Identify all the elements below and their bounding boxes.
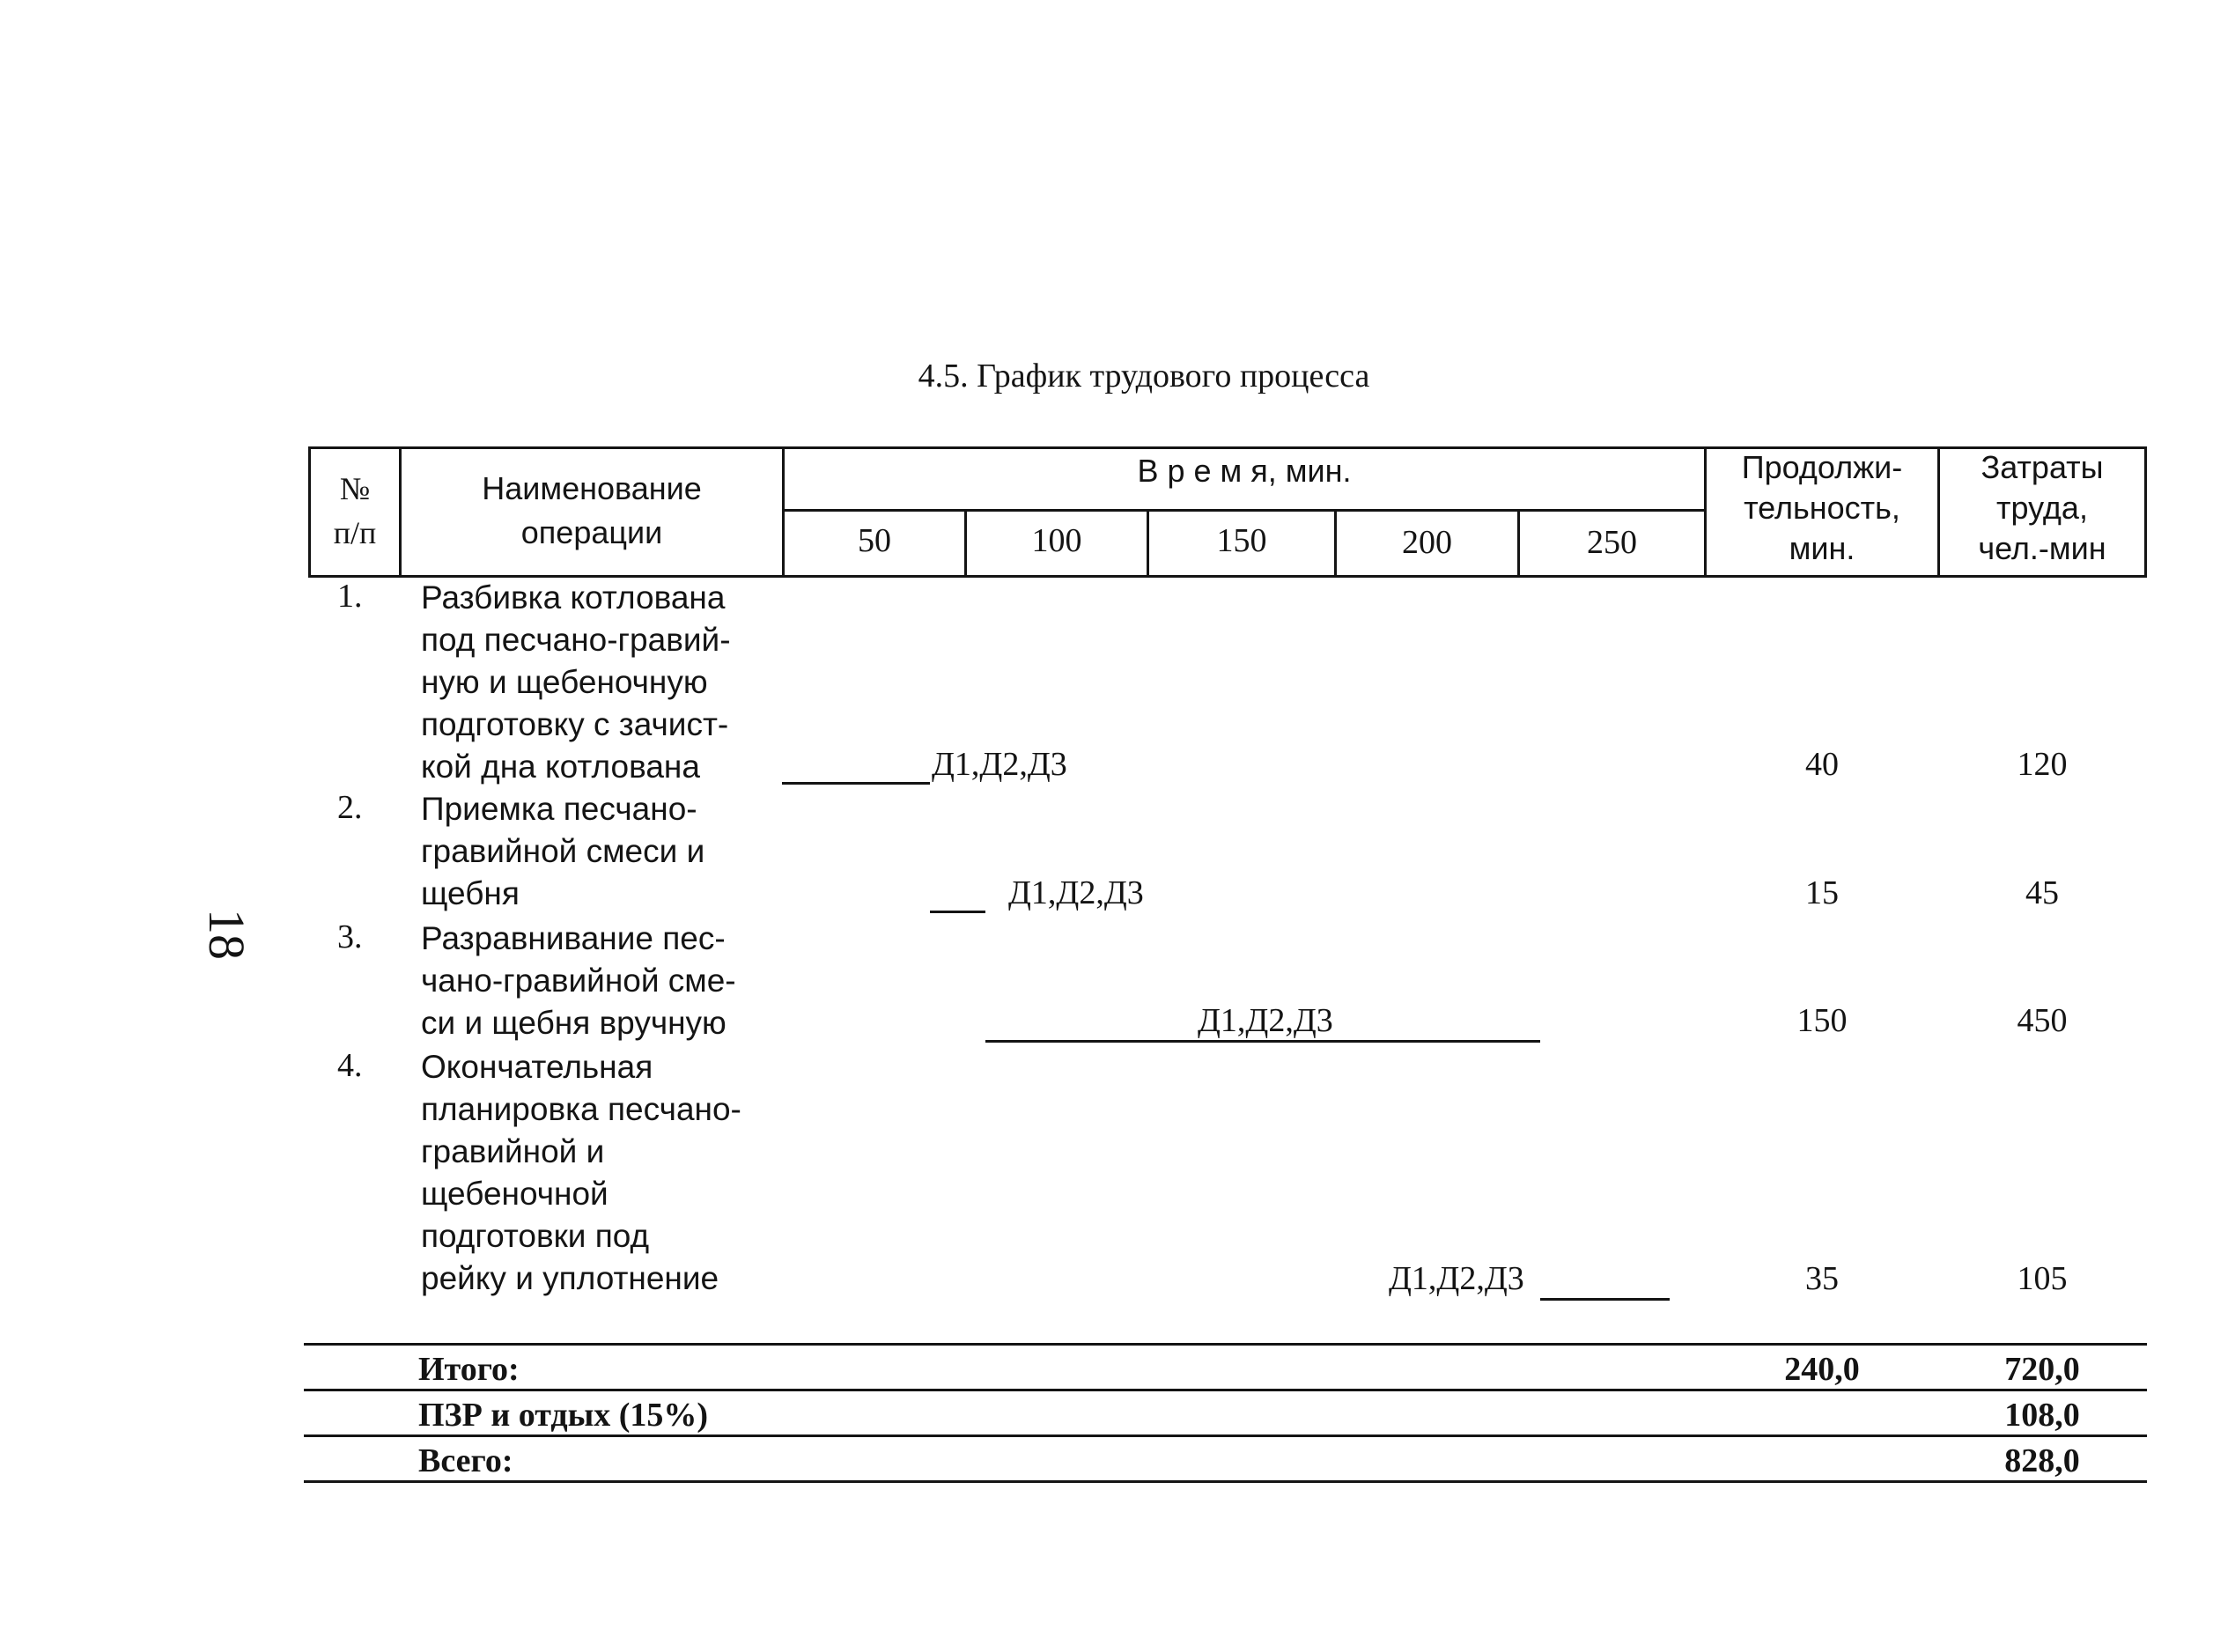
totals-bottom-border: [304, 1480, 2147, 1483]
gantt-bar: [1540, 1298, 1670, 1301]
labor-value: 450: [2017, 1002, 2068, 1039]
labor-value: 105: [2017, 1260, 2068, 1297]
header-labor: Затраты труда, чел.-мин: [1978, 449, 2106, 566]
header-divider: [2144, 446, 2147, 578]
header-time: В р е м я, мин.: [1137, 453, 1352, 489]
gantt-bar: [782, 782, 930, 785]
page-number: 18: [198, 909, 255, 960]
totals-duration: 240,0: [1784, 1351, 1860, 1388]
totals-top-border: [304, 1343, 2147, 1346]
totals-labor: 720,0: [2004, 1351, 2080, 1388]
totals-label-vsego: Всего:: [418, 1442, 513, 1479]
row-number: 2.: [337, 789, 363, 826]
time-tick-100: 100: [1031, 522, 1082, 559]
header-operation-name: Наименование операции: [482, 470, 702, 550]
time-tick-150: 150: [1216, 522, 1267, 559]
row-number: 1.: [337, 578, 363, 615]
header-duration: Продолжи- тельность, мин.: [1741, 449, 1903, 566]
operation-name: Приемка песчано- гравийной смеси и щебня: [421, 791, 705, 911]
crew-label: Д1,Д2,Д3: [1198, 1002, 1333, 1039]
crew-label: Д1,Д2,Д3: [1008, 874, 1144, 911]
time-subheader-border: [782, 509, 1707, 512]
crew-label: Д1,Д2,Д3: [932, 746, 1067, 783]
grand-total-labor: 828,0: [2004, 1442, 2080, 1479]
page-title: 4.5. График трудового процесса: [918, 358, 1370, 395]
time-tick-200: 200: [1402, 524, 1452, 561]
totals-divider: [304, 1389, 2147, 1391]
operation-name: Разбивка котлована под песчано-гравий- ную и щебеночную подготовку с зачист- кой дна котлована: [421, 579, 731, 785]
duration-value: 150: [1796, 1002, 1848, 1039]
crew-label: Д1,Д2,Д3: [1389, 1260, 1524, 1297]
time-tick-50: 50: [858, 522, 891, 559]
row-number: 3.: [337, 918, 363, 955]
row-number: 4.: [337, 1047, 363, 1084]
labor-value: 45: [2025, 874, 2059, 911]
time-tick-250: 250: [1587, 524, 1637, 561]
header-num: № п/п: [333, 471, 377, 550]
duration-value: 40: [1805, 746, 1839, 783]
gantt-bar: [930, 911, 985, 913]
totals-label-pzr: ПЗР и отдых (15%): [418, 1397, 709, 1434]
operation-name: Окончательная планировка песчано- гравийной и щебеночной подготовки под рейку и уплотнение: [421, 1049, 741, 1296]
pzr-labor: 108,0: [2004, 1397, 2080, 1434]
totals-divider: [304, 1434, 2147, 1437]
duration-value: 15: [1805, 874, 1839, 911]
labor-value: 120: [2017, 746, 2068, 783]
operation-name: Разравнивание пес- чано-гравийной сме- си и щебня вручную: [421, 920, 736, 1041]
duration-value: 35: [1805, 1260, 1839, 1297]
gantt-bar: [985, 1040, 1540, 1043]
totals-label-itogo: Итого:: [418, 1351, 520, 1388]
